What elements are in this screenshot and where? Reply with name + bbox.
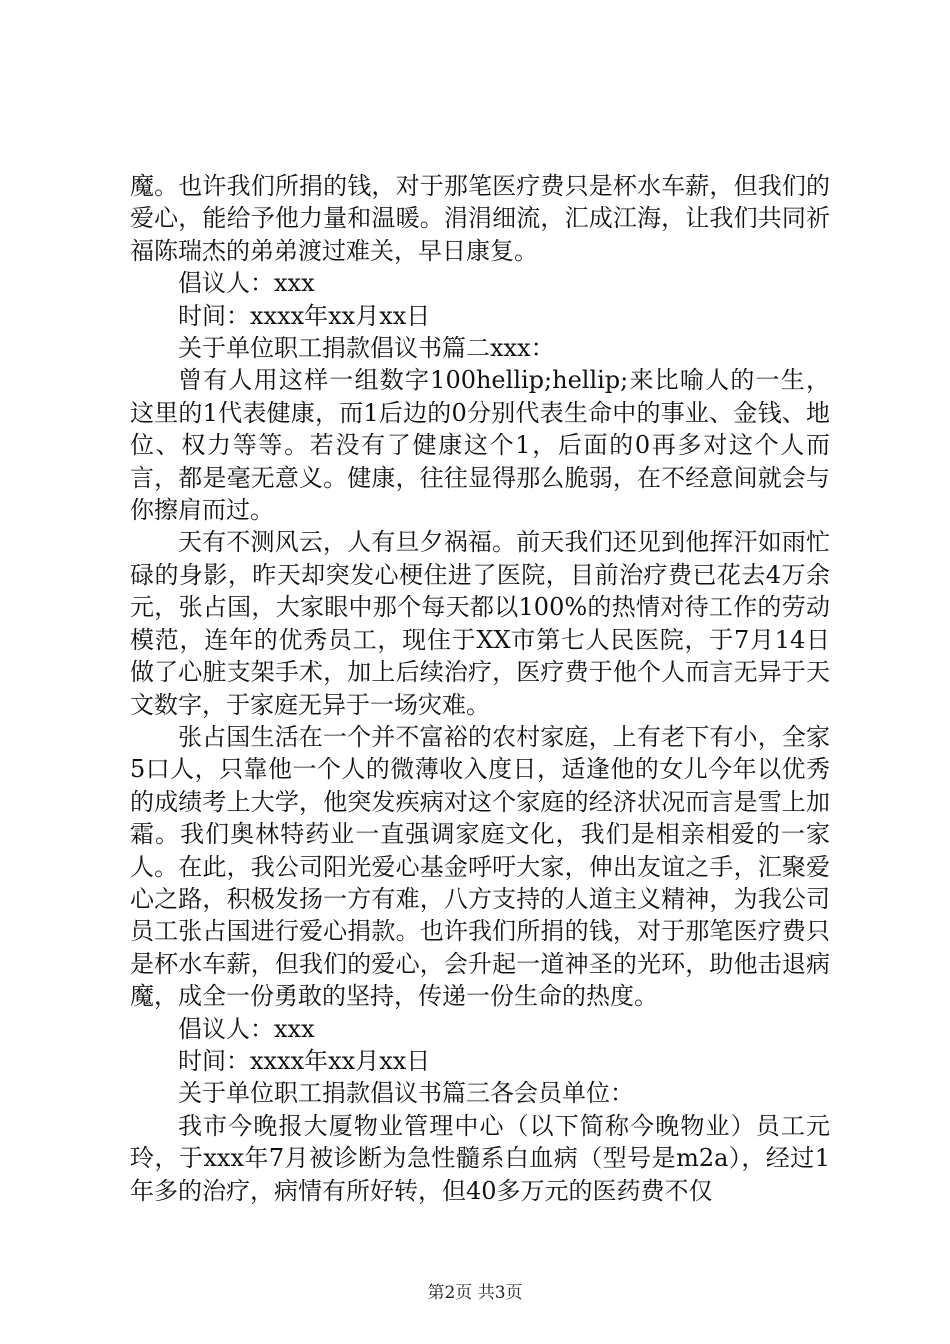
date-line: 时间：xxxx年xx月xx日 <box>178 301 431 330</box>
paragraph: 天有不测风云，人有旦夕祸福。前天我们还见到他挥汗如雨忙碌的身影，昨天却突发心梗住进了医院，目前治疗费已花去4万余元，张占国，大家眼中那个每天都以100%的热情对待工作的劳动模范，连年的优秀员工，现住于XX市第七人民医院，于7月14日做了心脏支架手术，加上后续治疗，医疗费于他个人而言无异于天文数字，于家庭无异于一场灾难。 <box>130 528 830 719</box>
paragraph-continuation: 魔。也许我们所捐的钱，对于那笔医疗费只是杯水车薪，但我们的爱心，能给予他力量和温暖。涓涓细流，汇成江海，让我们共同祈福陈瑞杰的弟弟渡过难关，早日康复。 <box>130 172 830 265</box>
section-heading: 关于单位职工捐款倡议书篇三各会员单位： <box>178 1079 634 1108</box>
document-body <box>130 170 830 1207</box>
section-heading: 关于单位职工捐款倡议书篇二xxx： <box>178 334 555 363</box>
paragraph: 曾有人用这样一组数字100hellip;hellip;来比喻人的一生，这里的1代表健康，而1后边的0分别代表生命中的事业、金钱、地位、权力等等。若没有了健康这个1，后面的0再多对这个人而言，都是毫无意义。健康，往往显得那么脆弱，在不经意间就会与你擦肩而过。 <box>130 366 830 525</box>
page-number-footer: 第2页 共3页 <box>427 1283 523 1303</box>
initiator-line: 倡议人：xxx <box>178 269 315 298</box>
paragraph: 张占国生活在一个并不富裕的农村家庭，上有老下有小，全家5口人，只靠他一个人的微薄收入度日，适逢他的女儿今年以优秀的成绩考上大学，他突发疾病对这个家庭的经济状况而言是雪上加霜。我们奥林特药业一直强调家庭文化，我们是相亲相爱的一家人。在此，我公司阳光爱心基金呼吁大家，伸出友谊之手，汇聚爱心之路，积极发扬一方有难，八方支持的人道主义精神，为我公司员工张占国进行爱心捐款。也许我们所捐的钱，对于那笔医疗费只是杯水车薪，但我们的爱心，会升起一道神圣的光环，助他击退病魔，成全一份勇敢的坚持，传递一份生命的热度。 <box>130 722 830 1011</box>
initiator-line: 倡议人：xxx <box>178 1014 315 1043</box>
paragraph: 我市今晚报大厦物业管理中心（以下简称今晚物业）员工元玲，于xxx年7月被诊断为急性髓系白血病（型号是m2a），经过1年多的治疗，病情有所好转，但40多万元的医药费不仅 <box>130 1111 830 1205</box>
date-line: 时间：xxxx年xx月xx日 <box>178 1046 431 1075</box>
